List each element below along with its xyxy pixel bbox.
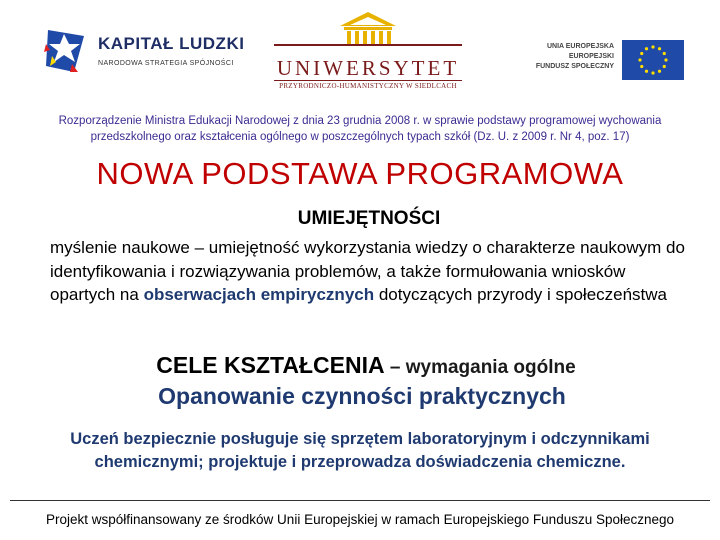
goals-heading [0,352,720,379]
eu-text-line3: FUNDUSZ SPOŁECZNY [535,63,614,70]
eu-text [536,42,614,72]
skills-paragraph [50,236,690,307]
university-logo [268,10,468,92]
eu-star-icon [640,65,643,68]
eu-star-icon [663,52,666,55]
main-title: NOWA PODSTAWA PROGRAMOWA [96,156,624,191]
kapital-ludzki-subtitle: NARODOWA STRATEGIA SPÓJNOŚCI [98,60,234,67]
skills-highlight: obserwacjach empirycznych [143,285,375,304]
eu-text-line2: EUROPEJSKI [568,53,614,60]
eu-star-icon [658,47,661,50]
eu-text-line1: UNIA EUROPEJSKA [546,43,614,50]
eu-star-icon [663,65,666,68]
skills-text-after: dotyczących przyrody i społeczeństwa [374,285,668,304]
eu-star-icon [638,58,641,61]
eu-star-icon [645,70,648,73]
kapital-ludzki-title: KAPITAŁ LUDZKI [98,34,245,53]
eu-logo [514,38,684,82]
university-building-icon [338,10,398,54]
regulation-citation: Rozporządzenie Ministra Edukacji Narodowej z dnia 23 grudnia 2008 r. w sprawie podstawy programowej wychowania przedszkolnego oraz kształcenia ogólnego w poszczególnych typach szkół (Dz. U. z 2009 r. Nr 4, poz. 17) [58,115,662,143]
eu-star-icon [658,70,661,73]
university-name: UNIWERSYTET [276,56,460,80]
footer-funding-note: Projekt współfinansowany ze środków Unii Europejskiej w ramach Europejskiego Funduszu Społecznego [45,512,675,527]
goals-heading-main: CELE KSZTAŁCENIA [156,352,385,378]
goals-heading-rest: – wymagania ogólne [384,357,576,378]
goals-subtitle: Opanowanie czynności praktycznych [158,383,566,409]
kapital-ludzki-mark-icon [44,26,88,76]
student-requirement-text: Uczeń bezpiecznie posługuje się sprzętem laboratoryjnym i odczynnikami chemicznymi; projektuje i przeprowadza doświadczenia chemiczne. [70,430,650,471]
university-divider-top [274,44,462,46]
eu-star-icon [651,71,654,74]
university-divider-bottom [274,80,462,81]
eu-star-icon [651,45,654,48]
eu-flag-icon [622,40,684,80]
eu-star-icon [664,58,667,61]
skills-text-before: myślenie naukowe – umiejętność wykorzystania wiedzy o charakterze naukowym do identyfikowania i rozwiązywania problemów, a także formułowania wniosków opartych na [50,238,685,304]
eu-star-icon [645,47,648,50]
footer-divider [10,500,710,501]
university-subtitle: PRZYRODNICZO-HUMANISTYCZNY W SIEDLCACH [279,82,457,90]
eu-star-icon [640,52,643,55]
kapital-ludzki-logo [44,24,254,84]
skills-heading: UMIEJĘTNOŚCI [297,208,441,229]
